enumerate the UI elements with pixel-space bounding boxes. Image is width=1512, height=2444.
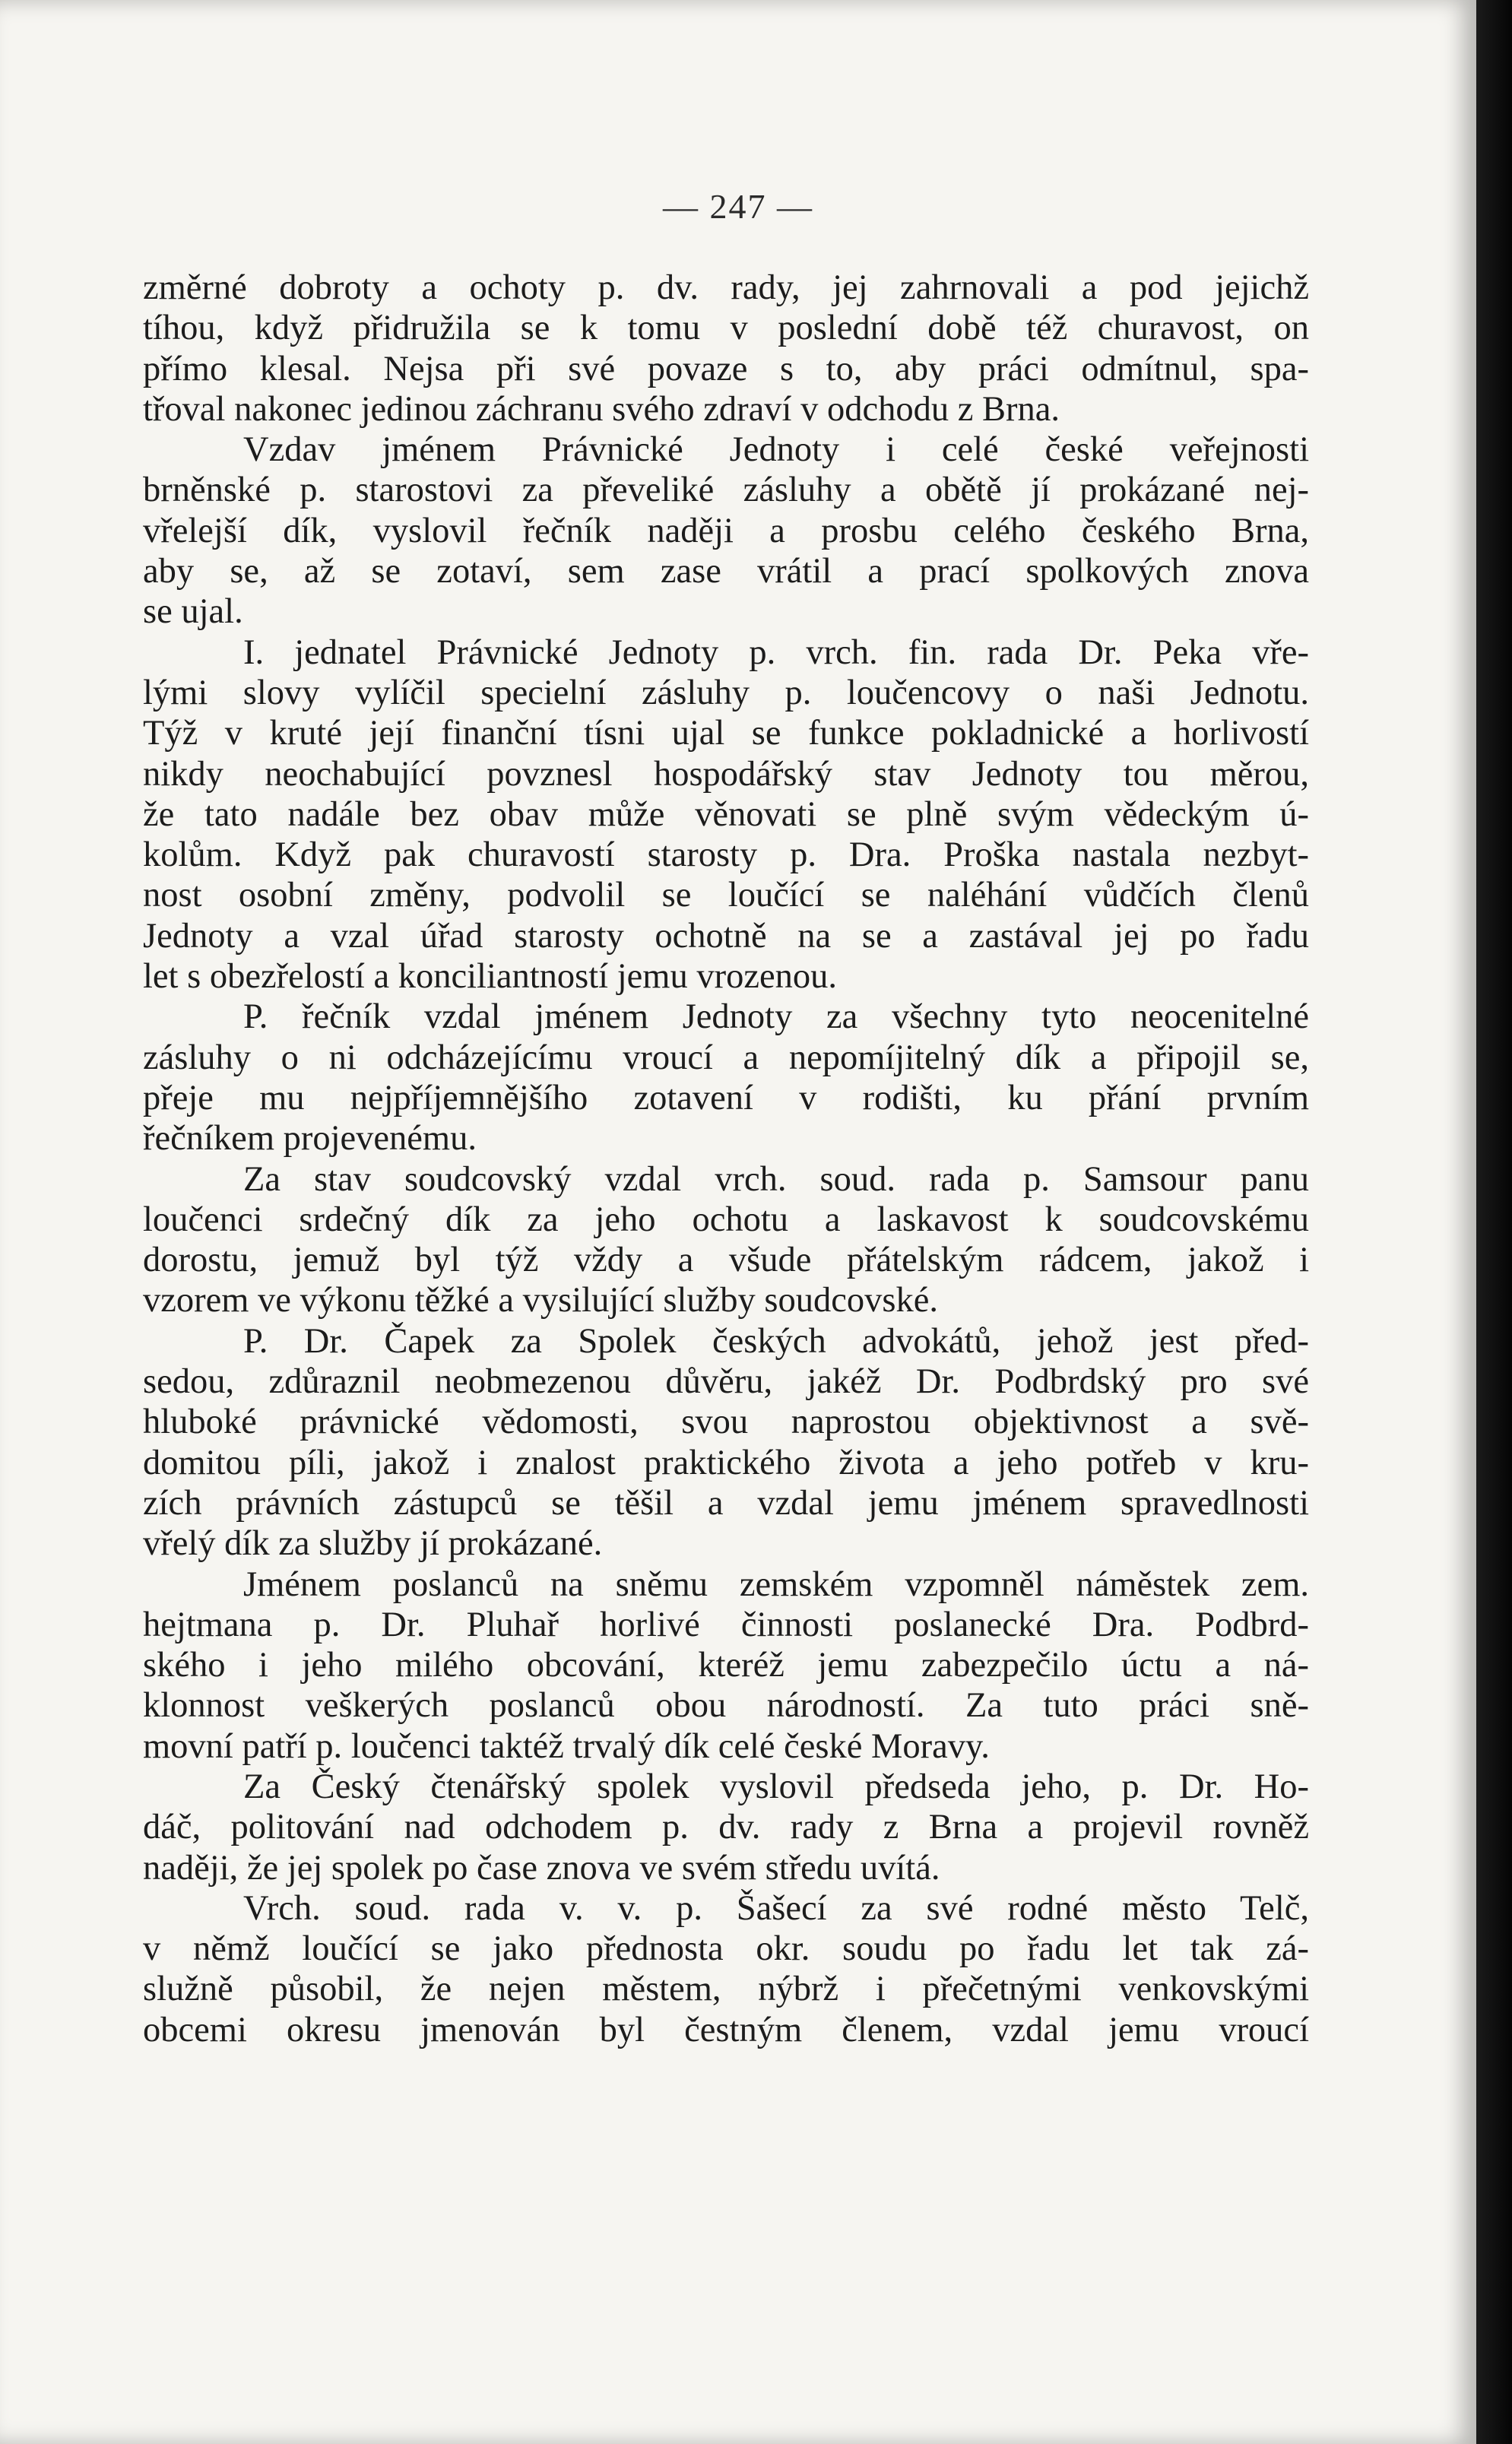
text-line: brněnské p. starostovi za převeliké zásluhy a obětě jí prokázané nej- [143, 471, 1309, 510]
text-line: obcemi okresu jmenován byl čestným členem, vzdal jemu vroucí [143, 2010, 1309, 2049]
text-line: Týž v kruté její finanční tísni ujal se funkce pokladnické a horlivostí [143, 714, 1309, 753]
text-line: služně působil, že nejen městem, nýbrž i přečetnými venkovskými [143, 1970, 1309, 2009]
text-line: se ujal. [143, 592, 243, 632]
text-line: P. řečník vzdal jménem Jednoty za všechny tyto neocenitelné [243, 997, 1309, 1037]
text-line: vzorem ve výkonu těžké a vysilující služby soudcovské. [143, 1281, 939, 1320]
page-number: — 247 — [663, 187, 813, 226]
text-line: loučenci srdečný dík za jeho ochotu a laskavost k soudcovskému [143, 1200, 1309, 1239]
text-line: lými slovy vylíčil specielní zásluhy p. loučencovy o naši Jednotu. [143, 673, 1309, 712]
text-line: sedou, zdůraznil neobmezenou důvěru, jakéž Dr. Podbrdský pro své [143, 1362, 1309, 1402]
text-line: Jménem poslanců na sněmu zemském vzpomněl náměstek zem. [243, 1564, 1309, 1604]
text-line: P. Dr. Čapek za Spolek českých advokátů, jehož jest před- [243, 1321, 1309, 1361]
text-line: aby se, až se zotaví, sem zase vrátil a prací spolkových znova [143, 552, 1309, 591]
text-line: Vrch. soud. rada v. v. p. Šašecí za své rodné město Telč, [243, 1888, 1309, 1928]
text-line: přeje mu nejpříjemnějšího zotavení v rodišti, ku přání prvním [143, 1078, 1309, 1117]
text-line: ského i jeho milého obcování, kteréž jemu zabezpečilo úctu a ná- [143, 1646, 1309, 1685]
text-line: hluboké právnické vědomosti, svou naprostou objektivnost a svě- [143, 1403, 1309, 1442]
text-line: kolům. Když pak churavostí starosty p. Dra. Proška nastala nezbyt- [143, 835, 1309, 875]
text-line: tíhou, když přidružila se k tomu v poslední době též churavost, on [143, 309, 1309, 348]
text-line: přímo klesal. Nejsa při své povaze s to, aby práci odmítnul, spa- [143, 349, 1309, 388]
text-line: dáč, politování nad odchodem p. dv. rady z Brna a projevil rovněž [143, 1808, 1309, 1847]
text-line: třoval nakonec jedinou záchranu svého zdraví v odchodu z Brna. [143, 389, 1060, 429]
text-line: let s obezřelostí a konciliantností jemu vrozenou. [143, 957, 837, 997]
text-line: Za stav soudcovský vzdal vrch. soud. rada p. Samsour panu [243, 1159, 1309, 1199]
text-line: Vzdav jménem Právnické Jednoty i celé české veřejnosti [243, 430, 1309, 470]
text-line: zích právních zástupců se těšil a vzdal jemu jménem spravedlnosti [143, 1483, 1309, 1523]
text-line: vřelý dík za služby jí prokázané. [143, 1524, 603, 1564]
text-line: klonnost veškerých poslanců obou národností. Za tuto práci sně- [143, 1686, 1309, 1726]
text-line: změrné dobroty a ochoty p. dv. rady, jej zahrnovali a pod jejichž [143, 268, 1309, 307]
body-text [143, 268, 1309, 2050]
text-line: Jednoty a vzal úřad starosty ochotně na se a zastával jej po řadu [143, 916, 1309, 956]
text-line: nost osobní změny, podvolil se loučící se naléhání vůdčích členů [143, 876, 1309, 915]
text-line: naději, že jej spolek po čase znova ve svém středu uvítá. [143, 1848, 940, 1888]
text-line: Za Český čtenářský spolek vyslovil předseda jeho, p. Dr. Ho- [243, 1767, 1309, 1806]
text-line: I. jednatel Právnické Jednoty p. vrch. fin. rada Dr. Peka vře- [243, 632, 1309, 672]
text-line: v němž loučící se jako přednosta okr. soudu po řadu let tak zá- [143, 1929, 1309, 1969]
scan-edge [1476, 0, 1512, 2444]
text-line: nikdy neochabující povznesl hospodářský stav Jednoty tou měrou, [143, 754, 1309, 794]
text-line: zásluhy o ni odcházejícímu vroucí a nepomíjitelný dík a připojil se, [143, 1038, 1309, 1077]
text-line: vřelejší dík, vyslovil řečník naději a prosbu celého českého Brna, [143, 511, 1309, 550]
text-line: že tato nadále bez obav může věnovati se plně svým vědeckým ú- [143, 794, 1309, 834]
text-line: dorostu, jemuž byl týž vždy a všude přátelským rádcem, jakož i [143, 1241, 1309, 1280]
text-line: hejtmana p. Dr. Pluhař horlivé činnosti poslanecké Dra. Podbrd- [143, 1605, 1309, 1644]
text-line: movní patří p. loučenci taktéž trvalý dík celé české Moravy. [143, 1726, 990, 1766]
text-line: řečníkem projevenému. [143, 1119, 477, 1159]
text-line: domitou píli, jakož i znalost praktického života a jeho potřeb v kru- [143, 1443, 1309, 1482]
